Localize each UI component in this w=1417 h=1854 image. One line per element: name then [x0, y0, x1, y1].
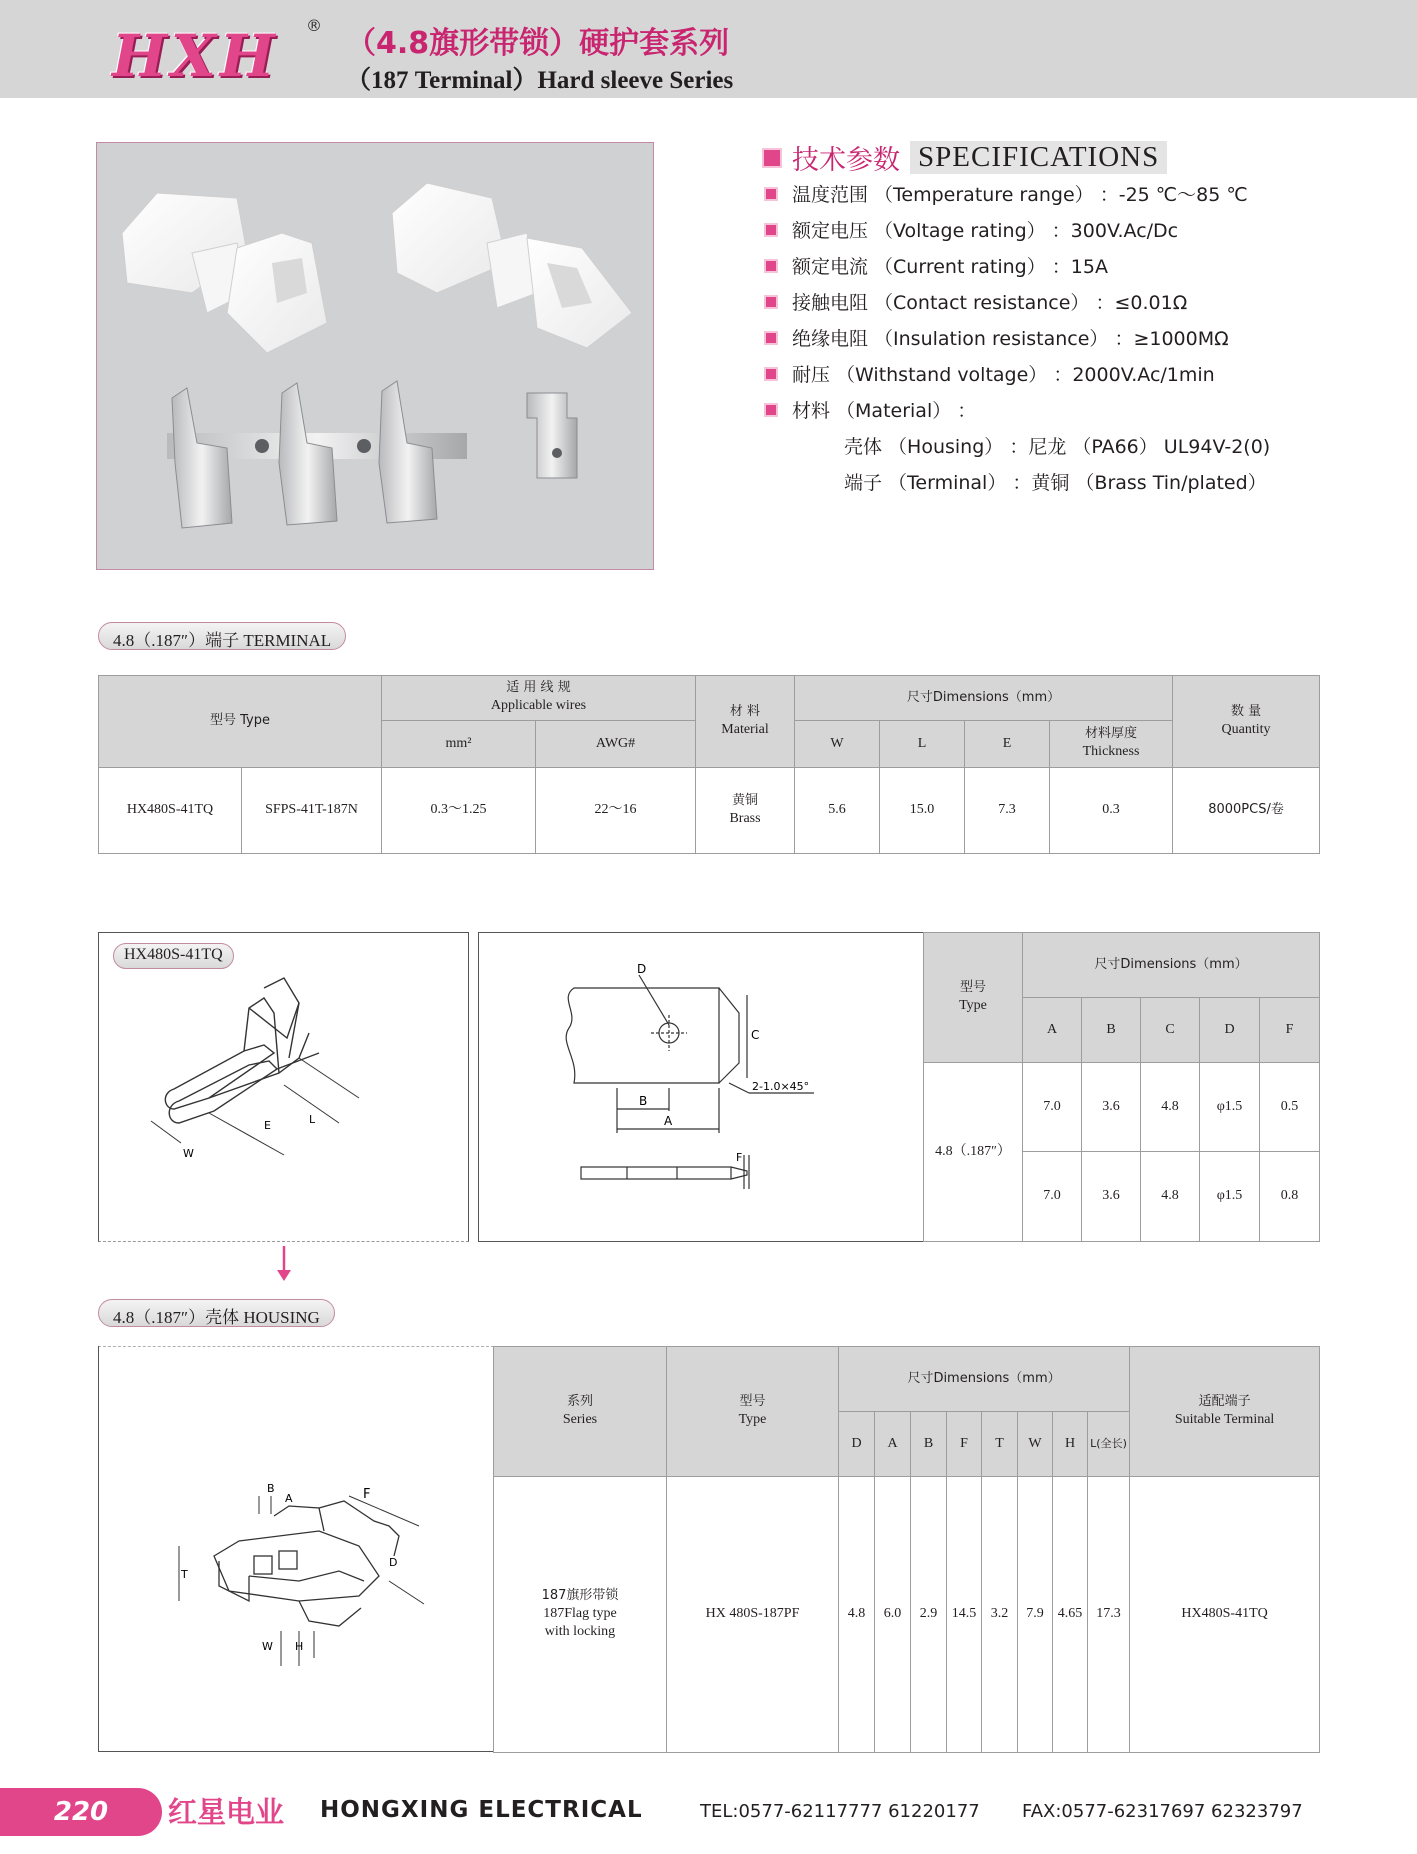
cell-model: HX480S-41TQ	[99, 768, 242, 854]
cell-f: 0.5	[1260, 1063, 1320, 1152]
down-arrow-icon	[276, 1246, 292, 1282]
spec-row: 接触电阻 （Contact resistance） ：≤0.01Ω	[764, 288, 1187, 315]
specifications-heading	[762, 138, 1167, 177]
terminal-drawing-panel	[98, 932, 469, 1242]
brand-logo: HXH	[112, 22, 279, 90]
header-applicable-wires: 适 用 线 规 Applicable wires	[382, 676, 696, 721]
tab-drawing-panel	[478, 932, 924, 1242]
spec-title-en: SPECIFICATIONS	[910, 141, 1167, 174]
dim-label-chamfer: 2-1.0×45°	[752, 1080, 810, 1093]
product-photo	[96, 142, 654, 570]
spec-row: 耐压 （Withstand voltage） ：2000V.Ac/1min	[764, 360, 1215, 387]
tab-dimensions-table	[923, 932, 1320, 1242]
terminal-section-tab: 4.8（.187″）端子 TERMINAL	[98, 622, 346, 650]
dim-label-f: F	[736, 1151, 743, 1164]
cell-a: 7.0	[1023, 1152, 1082, 1242]
cell-type: 4.8（.187″）	[924, 1063, 1023, 1242]
header-w: W	[795, 721, 880, 768]
page-number: 220	[0, 1788, 162, 1836]
cell-c: 4.8	[1141, 1152, 1200, 1242]
header-mm2: mm²	[382, 721, 536, 768]
cell-h: 4.65	[1053, 1477, 1088, 1753]
header-type: 型号 Type	[667, 1347, 839, 1477]
spec-title-cn: 技术参数	[792, 145, 900, 176]
cell-b: 3.6	[1082, 1152, 1141, 1242]
dim-label-l: L	[309, 1113, 316, 1126]
bullet-square-icon	[764, 367, 778, 381]
tab-dimension-drawing	[479, 933, 923, 1241]
terminal-table	[98, 675, 1320, 854]
bullet-square-icon	[764, 187, 778, 201]
spec-row: 额定电压 （Voltage rating） ：300V.Ac/Dc	[764, 216, 1178, 243]
cell-l: 17.3	[1088, 1477, 1130, 1753]
terminal-drawing	[99, 933, 468, 1233]
cell-d: φ1.5	[1200, 1152, 1260, 1242]
cell-b: 2.9	[911, 1477, 947, 1753]
cell-b: 3.6	[1082, 1063, 1141, 1152]
dim-label-w: W	[183, 1147, 194, 1160]
terminal-model-label: HX480S-41TQ	[113, 943, 234, 969]
cell-t: 3.2	[982, 1477, 1018, 1753]
header-b: B	[911, 1412, 947, 1477]
bullet-square-icon	[762, 148, 782, 168]
header-e: E	[965, 721, 1050, 768]
table-row	[99, 768, 1320, 854]
cell-thickness: 0.3	[1050, 768, 1173, 854]
dim-label-a: A	[285, 1492, 293, 1505]
dim-label-a: A	[664, 1114, 673, 1128]
header-dimensions: 尺寸Dimensions（mm）	[1023, 933, 1320, 998]
spec-material-terminal: 端子 （Terminal） ：黄铜 （Brass Tin/plated）	[844, 472, 1267, 494]
spec-row: 额定电流 （Current rating） ：15A	[764, 252, 1108, 279]
cell-awg: 22～16	[536, 768, 696, 854]
header-a: A	[875, 1412, 911, 1477]
product-photo-illustration	[97, 143, 654, 570]
header-l-total: L(全长)	[1088, 1412, 1130, 1477]
fax: FAX:0577-62317697 62323797	[1022, 1801, 1303, 1822]
dim-label-e: E	[264, 1119, 271, 1132]
bullet-square-icon	[764, 403, 778, 417]
cell-l: 15.0	[880, 768, 965, 854]
telephone: TEL:0577-62117777 61220177	[700, 1801, 980, 1822]
header-d: D	[1200, 998, 1260, 1063]
cell-d: φ1.5	[1200, 1063, 1260, 1152]
bullet-square-icon	[764, 295, 778, 309]
spec-material-housing: 壳体 （Housing） ：尼龙 （PA66） UL94V-2(0)	[844, 436, 1271, 458]
header-f: F	[1260, 998, 1320, 1063]
cell-w: 7.9	[1018, 1477, 1053, 1753]
cell-series: 187旗形带锁 187Flag type with locking	[494, 1477, 667, 1753]
header-h: H	[1053, 1412, 1088, 1477]
bullet-square-icon	[764, 259, 778, 273]
dim-label-b: B	[639, 1094, 648, 1108]
header-b: B	[1082, 998, 1141, 1063]
table-row	[494, 1477, 1320, 1753]
cell-quantity: 8000PCS/卷	[1173, 768, 1320, 854]
header-t: T	[982, 1412, 1018, 1477]
cell-type: HX 480S-187PF	[667, 1477, 839, 1753]
header-a: A	[1023, 998, 1082, 1063]
housing-table	[493, 1346, 1320, 1753]
header-dimensions: 尺寸Dimensions（mm）	[795, 676, 1173, 721]
bullet-square-icon	[764, 331, 778, 345]
housing-drawing	[99, 1346, 493, 1750]
dim-label-d: D	[637, 962, 647, 976]
header-quantity: 数 量 Quantity	[1173, 676, 1320, 768]
dim-label-t: T	[181, 1568, 188, 1581]
dim-label-d: D	[389, 1556, 398, 1569]
cell-w: 5.6	[795, 768, 880, 854]
spec-row: 材料 （Material） ：	[764, 396, 976, 423]
cell-mm2: 0.3～1.25	[382, 768, 536, 854]
header-series: 系列 Series	[494, 1347, 667, 1477]
cell-f: 14.5	[947, 1477, 982, 1753]
cell-e: 7.3	[965, 768, 1050, 854]
bullet-square-icon	[764, 223, 778, 237]
header-dimensions: 尺寸Dimensions（mm）	[839, 1347, 1130, 1412]
header-l: L	[880, 721, 965, 768]
dim-label-f: F	[363, 1487, 371, 1502]
header-f: F	[947, 1412, 982, 1477]
cell-f: 0.8	[1260, 1152, 1320, 1242]
dim-label-h: H	[295, 1640, 304, 1653]
registered-mark: ®	[306, 16, 322, 35]
cell-material: 黄铜 Brass	[696, 768, 795, 854]
header-w: W	[1018, 1412, 1053, 1477]
table-row	[924, 1063, 1320, 1152]
cell-alt-model: SFPS-41T-187N	[242, 768, 382, 854]
header-d: D	[839, 1412, 875, 1477]
series-title-en: （187 Terminal）Hard sleeve Series	[346, 67, 734, 94]
header-thickness: 材料厚度 Thickness	[1050, 721, 1173, 768]
housing-drawing-panel	[98, 1346, 494, 1752]
header-type: 型号 Type	[924, 933, 1023, 1063]
series-title-cn: （4.8旗形带锁）硬护套系列	[346, 26, 730, 61]
spec-row: 温度范围 （Temperature range） ：-25 ℃～85 ℃	[764, 180, 1248, 207]
housing-section-tab: 4.8（.187″）壳体 HOUSING	[98, 1299, 335, 1327]
header-c: C	[1141, 998, 1200, 1063]
dim-label-w: W	[262, 1640, 273, 1653]
header-material: 材 料 Material	[696, 676, 795, 768]
cell-d: 4.8	[839, 1477, 875, 1753]
header-awg: AWG#	[536, 721, 696, 768]
cell-a: 6.0	[875, 1477, 911, 1753]
header-suitable-terminal: 适配端子 Suitable Terminal	[1130, 1347, 1320, 1477]
cell-a: 7.0	[1023, 1063, 1082, 1152]
header-type: 型号 Type	[99, 676, 382, 768]
cell-suitable-terminal: HX480S-41TQ	[1130, 1477, 1320, 1753]
dim-label-b: B	[267, 1482, 275, 1495]
cell-c: 4.8	[1141, 1063, 1200, 1152]
dim-label-c: C	[751, 1028, 760, 1042]
spec-row: 绝缘电阻 （Insulation resistance） ：≥1000MΩ	[764, 324, 1229, 351]
company-name-cn: 红星电业	[168, 1795, 285, 1829]
company-name-en: HONGXING ELECTRICAL	[320, 1797, 643, 1823]
